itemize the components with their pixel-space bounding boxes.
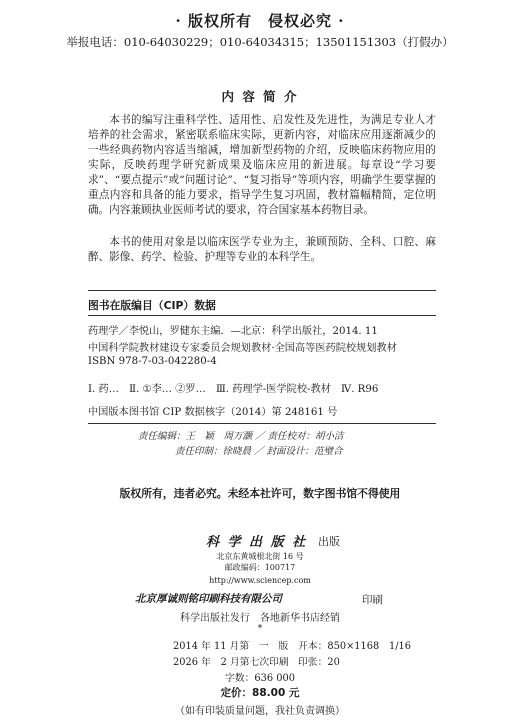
separator-star: * — [257, 624, 263, 634]
printer-suffix: 印刷 — [362, 594, 383, 606]
summary-paragraph-2: 本书的使用对象是以临床医学专业为主，兼顾预防、全科、口腔、麻醉、影像、药学、检验、护理等专业的本科学生。 — [88, 236, 436, 263]
printer-name: 北京厚诚则铭印刷科技有限公司 — [135, 593, 282, 605]
cip-heading-rule — [88, 315, 436, 316]
word-count: 字数：636 000 — [225, 673, 295, 684]
summary-title: 内 容 简 介 — [221, 89, 299, 104]
top-rule — [88, 290, 436, 291]
cip-line-isbn: ISBN 978-7-03-042280-4 — [88, 356, 217, 367]
summary-paragraph-1: 本书的编写注重科学性、适用性、启发性及先进性，为满足专业人才培养的社会需求，紧密联系临床实际，更新内容，对临床应用逐渐减少的一些经典药物内容适当缩减，增加新型药物的介绍，反映临床药物应用的实际，反映药理学研究新成果及临床应用的新进展。每章设“学习要求”、“要点提示”或“问题讨论”、“复习指导”等项内容，明确学生要掌握的重点内容和具备的能力要求，指导学生复习巩固，教材篇幅精简，定位明确。内容兼顾执业医师考试的要求，符合国家基本药物目录。 — [88, 114, 436, 216]
first-edition: 2014 年 11 月第 一 版 — [173, 641, 289, 652]
quality-note: （如有印装质量问题，我社负责调换） — [175, 706, 345, 717]
publisher-postcode: 邮政编码：100717 — [224, 563, 296, 572]
reprint-info: 2026 年 2 月第七次印刷 — [173, 657, 289, 668]
rights-notice: 版权所有，违者必究。未经本社许可，数字图书馆不得使用 — [119, 487, 401, 500]
print-sheets: 印张：20 — [298, 657, 340, 668]
book-price: 定价：88.00 元 — [220, 687, 300, 699]
cip-line-series: 中国科学院教材建设专家委员会规划教材·全国高等医药院校规划教材 — [88, 343, 397, 354]
book-format: 开本：850×1168 1/16 — [298, 641, 412, 652]
cip-line-subjects: Ⅰ. 药… Ⅱ. ①李… ②罗… Ⅲ. 药理学-医学院校-教材 Ⅳ. R96 — [88, 384, 379, 395]
editors-line-1: 责任编辑：王 颖 周万灏 ／ 责任校对：胡小洁 — [138, 431, 344, 442]
report-phone: 举报电话：010-64030229；010-64034315；13501151303（打假办） — [66, 35, 454, 49]
cip-line-record: 中国版本图书馆 CIP 数据核字（2014）第 248161 号 — [88, 407, 338, 418]
cip-line-title: 药理学／李悦山，罗健东主编．—北京：科学出版社，2014. 11 — [88, 326, 378, 337]
publisher-suffix: 出版 — [318, 535, 340, 548]
copyright-notice: · 版权所有 侵权必究 · — [175, 12, 345, 30]
editors-line-2: 责任印制：徐晓晨 ／ 封面设计：范璧合 — [175, 446, 343, 457]
publisher-website: http://www.sciencep.com — [209, 576, 311, 585]
cip-heading: 图书在版编目（CIP）数据 — [88, 299, 216, 312]
publisher-address: 北京东黄城根北街 16 号 — [216, 552, 304, 561]
distribution: 科学出版社发行 各地新华书店经销 — [180, 613, 340, 624]
cip-bottom-rule — [88, 423, 436, 424]
publisher-name: 科 学 出 版 社 — [206, 535, 308, 550]
